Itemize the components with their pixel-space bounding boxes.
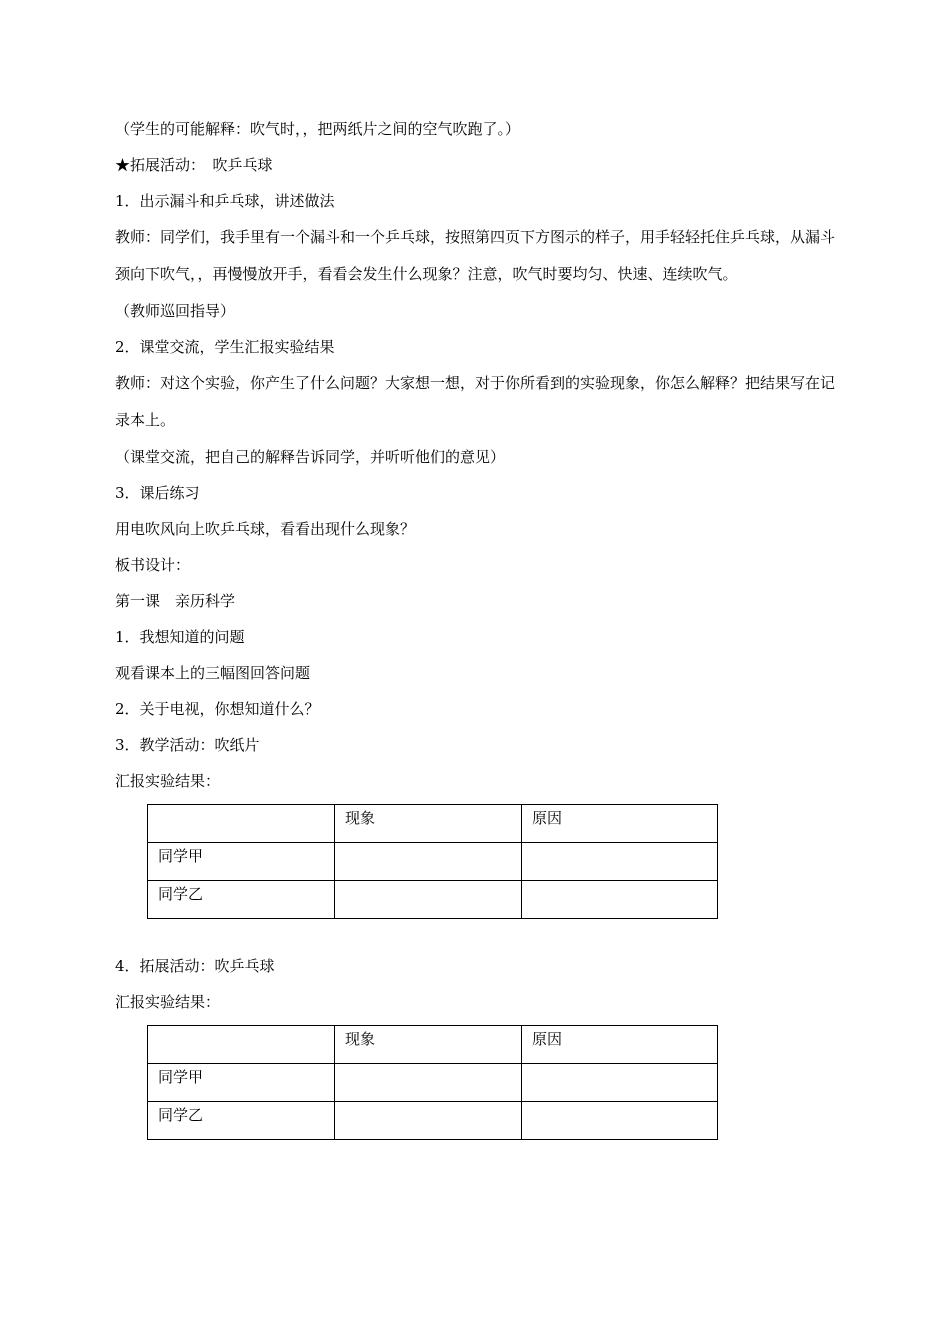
text-line: 汇报实验结果：	[115, 772, 221, 790]
table-cell	[522, 843, 718, 881]
table-cell: 同学甲	[148, 843, 335, 881]
table-row	[148, 1064, 718, 1102]
results-table-2	[147, 1025, 718, 1140]
text-line: 板书设计：	[115, 556, 191, 574]
table-cell	[335, 1102, 522, 1140]
text-line: 1．出示漏斗和乒乓球，讲述做法	[115, 192, 335, 210]
table-header-cell: 原因	[522, 805, 718, 843]
teacher-paragraph: 教师：同学们，我手里有一个漏斗和一个乒乓球，按照第四页下方图示的样子，用手轻轻托住乒乓球，从漏斗颈向下吹气，，再慢慢放开手，看看会发生什么现象？注意，吹气时要均匀、快速、连续吹气。	[115, 228, 836, 283]
text-line: 观看课本上的三幅图回答问题	[115, 664, 311, 682]
document-body	[115, 120, 835, 1140]
table-row	[148, 843, 718, 881]
text-line: （教师巡回指导）	[115, 302, 236, 320]
table-cell	[148, 1026, 335, 1064]
table-cell	[522, 1064, 718, 1102]
table-row	[148, 881, 718, 919]
table-cell: 同学乙	[148, 1102, 335, 1140]
text-line: 用电吹风向上吹乒乓球，看看出现什么现象？	[115, 520, 416, 538]
table-row	[148, 1102, 718, 1140]
table-cell	[335, 843, 522, 881]
table-header-cell: 现象	[335, 1026, 522, 1064]
table-cell	[522, 1102, 718, 1140]
teacher-paragraph: 教师：对这个实验，你产生了什么问题？大家想一想，对于你所看到的实验现象，你怎么解释？把结果写在记录本上。	[115, 374, 836, 429]
table-cell: 同学甲	[148, 1064, 335, 1102]
text-line: 1．我想知道的问题	[115, 628, 245, 646]
table-cell	[148, 805, 335, 843]
table-cell	[335, 881, 522, 919]
section-heading: ★拓展活动： 吹乒乓球	[115, 156, 273, 174]
text-line: 2．关于电视，你想知道什么？	[115, 700, 320, 718]
text-line: （课堂交流，把自己的解释告诉同学，并听听他们的意见）	[115, 448, 506, 466]
text-line: 3．课后练习	[115, 484, 200, 502]
text-line: 第一课 亲历科学	[115, 592, 236, 610]
text-line: 4．拓展活动：吹乒乓球	[115, 957, 275, 975]
table-header-cell: 原因	[522, 1026, 718, 1064]
text-line: 汇报实验结果：	[115, 993, 221, 1011]
table-cell: 同学乙	[148, 881, 335, 919]
table-cell	[522, 881, 718, 919]
text-line: 2．课堂交流，学生汇报实验结果	[115, 338, 335, 356]
table-header-row	[148, 1026, 718, 1064]
text-line: （学生的可能解释：吹气时，，把两纸片之间的空气吹跑了。）	[115, 120, 521, 138]
table-cell	[335, 1064, 522, 1102]
table-header-cell: 现象	[335, 805, 522, 843]
table-header-row	[148, 805, 718, 843]
results-table-1	[147, 804, 718, 919]
text-line: 3．教学活动：吹纸片	[115, 736, 260, 754]
